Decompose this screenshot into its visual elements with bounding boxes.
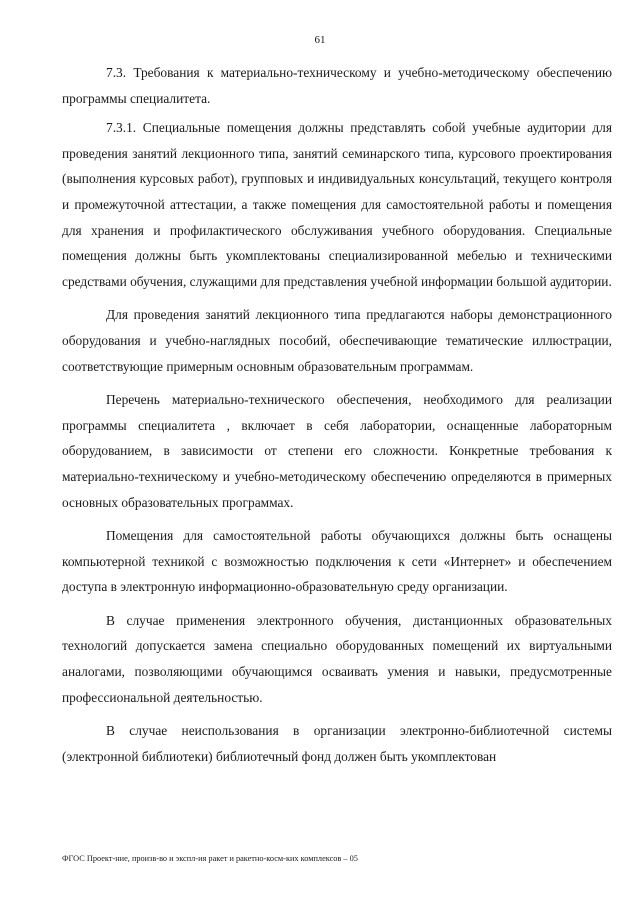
paragraph-5: В случае применения электронного обучения, дистанционных образовательных технологий допускается замена специально оборудованных помещений их виртуальными аналогами, позволяющими обучающимся осваивать умения и навыки, предусмотренные профессиональной деятельностью. <box>62 612 612 705</box>
section-heading: 7.3. Требования к материально-техническому и учебно-методическому обеспечению программы специалитета. <box>62 65 612 106</box>
paragraph-3: Перечень материально-технического обеспечения, необходимого для реализации программы специалитета , включает в себя лаборатории, оснащенные лабораторным оборудованием, в зависимости от степени его сложности. Конкретные требования к материально-техническому и учебно-методическому обеспечению определяются в примерных основных образовательных программах. <box>62 392 612 510</box>
paragraph-6: В случае неиспользования в организации электронно-библиотечной системы (электронной библиотеки) библиотечный фонд должен быть укомплектован <box>62 723 612 764</box>
paragraph-4: Помещения для самостоятельной работы обучающихся должны быть оснащены компьютерной техникой с возможностью подключения к сети «Интернет» и обеспечением доступа в электронную информационно-образовательную среду организации. <box>62 528 612 595</box>
paragraph-2: Для проведения занятий лекционного типа предлагаются наборы демонстрационного оборудования и учебно-наглядных пособий, обеспечивающие тематические иллюстрации, соответствующие примерным основным образовательным программам. <box>62 307 612 374</box>
page-body <box>62 60 612 777</box>
page-number: 61 <box>314 34 326 46</box>
paragraph-1: 7.3.1. Специальные помещения должны представлять собой учебные аудитории для проведения занятий лекционного типа, занятий семинарского типа, курсового проектирования (выполнения курсовых работ), групповых и индивидуальных консультаций, текущего контроля и промежуточной аттестации, а также помещения для самостоятельной работы и помещения для хранения и профилактического обслуживания учебного оборудования. Специальные помещения должны быть укомплектованы специализированной мебелью и техническими средствами обучения, служащими для представления учебной информации большой аудитории. <box>62 120 612 289</box>
page-footer: ФГОС Проект-ние, произв-во и экспл-ия ракет и ракетно-косм-ких комплексов – 05 <box>62 854 358 863</box>
